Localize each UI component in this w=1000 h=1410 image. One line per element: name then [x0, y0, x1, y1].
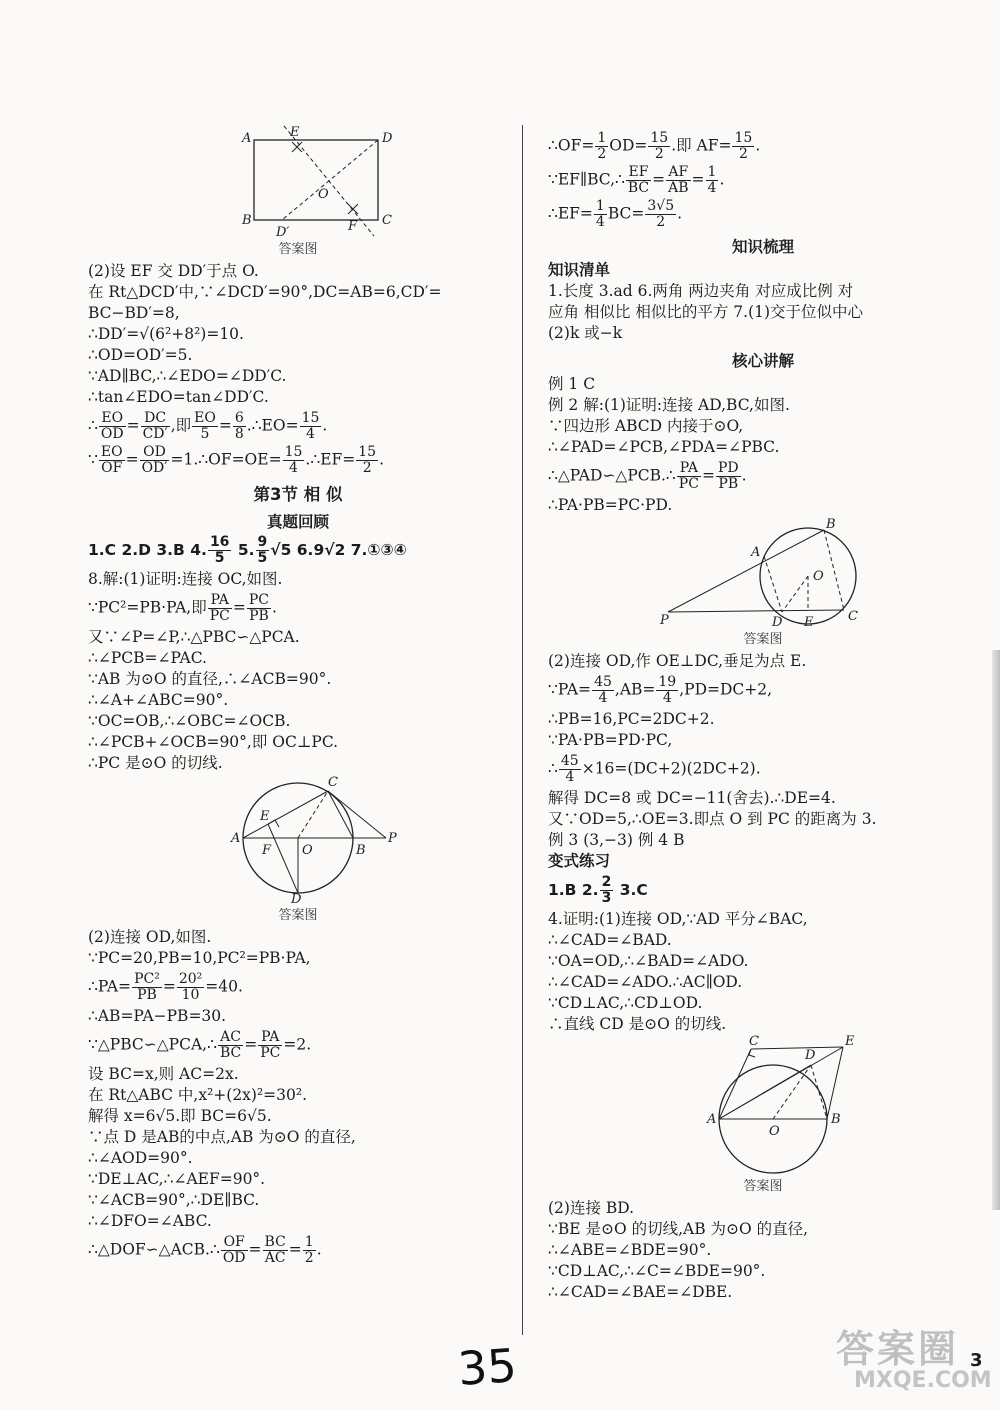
- label-a: A: [751, 545, 761, 560]
- formula-line: ∴ $\frac{EO}{OD}$ = $\frac{DC}{CD'}$ ,即 $\frac{EO}{5}$ = $\frac{6}{8}$ .∴EO= $\frac{15}{4}$ .: [88, 410, 328, 442]
- text-line: ∴∠DFO=∠ABC.: [88, 1212, 212, 1230]
- formula-line: ∵EF∥BC,∴ $\frac{EF}{BC}$ = $\frac{AF}{AB}$ = $\frac{1}{4}$ .: [548, 164, 725, 196]
- subsection-title: 知识梳理: [731, 238, 794, 256]
- text-line: ∴∠AOD=90°.: [88, 1149, 193, 1167]
- formula-line: ∵△PBC∽△PCA,∴ $\frac{AC}{BC}$ = $\frac{PA}{PC}$ =2.: [88, 1029, 312, 1061]
- formula-line: ∵PC²=PB·PA,即 $\frac{PA}{PC}$ = $\frac{PC}{PB}$ .: [88, 592, 277, 624]
- text-line: (2)连接 BD.: [548, 1199, 635, 1217]
- subheading: 变式练习: [548, 852, 611, 870]
- label-c: C: [382, 213, 392, 228]
- formula-line: ∴ $\frac{45}{4}$ ×16=(DC+2)(2DC+2).: [548, 753, 761, 785]
- subheading: 知识清单: [548, 261, 611, 279]
- label-c: C: [749, 1035, 759, 1049]
- text-line: 设 BC=x,则 AC=2x.: [88, 1065, 239, 1083]
- formula-line: ∵ $\frac{EO}{OF}$ = $\frac{OD}{OD'}$ =1.∴OF=OE= $\frac{15}{4}$ .∴EF= $\frac{15}{2}$ .: [88, 444, 385, 476]
- text-line: ∴PB=16,PC=2DC+2.: [548, 710, 715, 728]
- right-column: [548, 128, 978, 1303]
- formula-line: ∴△DOF∽△ACB.∴ $\frac{OF}{OD}$ = $\frac{BC}{AC}$ = $\frac{1}{2}$ .: [88, 1234, 322, 1266]
- formula-line: ∵PA= $\frac{45}{4}$ ,AB= $\frac{19}{4}$ ,PD=DC+2,: [548, 674, 773, 706]
- label-c: C: [848, 609, 858, 624]
- text-line: ∴∠ABE=∠BDE=90°.: [548, 1241, 712, 1259]
- label-a: A: [707, 1112, 717, 1127]
- text-line: ∵AB 为⊙O 的直径,∴∠ACB=90°.: [88, 670, 332, 688]
- text-line: ∵点 D 是AB的中点,AB 为⊙O 的直径,: [88, 1128, 356, 1146]
- page-edge-shadow: [992, 650, 1000, 1210]
- text-line: ∵PC=20,PB=10,PC²=PB·PA,: [88, 949, 311, 967]
- text-line: ∵OA=OD,∴∠BAD=∠ADO.: [548, 952, 749, 970]
- label-d: D: [805, 1048, 816, 1063]
- figure-caption: 答案图: [743, 1179, 783, 1194]
- label-b: B: [242, 213, 252, 228]
- text-line: ∵PA·PB=PD·PC,: [548, 731, 673, 749]
- label-o: O: [813, 569, 824, 584]
- text-line: ∴∠PAD=∠PCB,∠PDA=∠PBC.: [548, 438, 780, 456]
- label-d: D: [291, 892, 302, 904]
- label-d: D: [772, 615, 783, 628]
- text-line: ∵CD⊥AC,∴CD⊥OD.: [548, 994, 703, 1012]
- subsection-title: 真题回顾: [266, 513, 329, 531]
- text-line: ∴AB=PA−PB=30.: [88, 1007, 227, 1025]
- text-line: ∴∠CAD=∠BAD.: [548, 931, 672, 949]
- text-line: 解得 x=6√5.即 BC=6√5.: [88, 1107, 272, 1125]
- column-divider: [522, 125, 523, 1335]
- subsection-title: 核心讲解: [731, 352, 794, 370]
- section-title: 第3节 相 似: [253, 485, 343, 504]
- text-line: ∴PA·PB=PC·PD.: [548, 496, 673, 514]
- answers-line: 1.B 2. $\frac{2}{3}$ 3.C: [548, 874, 648, 906]
- text-line: ∴∠CAD=∠ADO.∴AC∥OD.: [548, 973, 743, 991]
- text-line: 应角 相似比 相似比的平方 7.(1)交于位似中心: [548, 303, 864, 321]
- watermark-logo: [828, 1318, 996, 1406]
- circle-figure-3: [663, 1035, 863, 1175]
- text-line: 例 2 解:(1)证明:连接 AD,BC,如图.: [548, 396, 790, 414]
- text-line: 在 Rt△ABC 中,x²+(2x)²=30².: [88, 1086, 308, 1104]
- text-line: (2)连接 OD,如图.: [88, 928, 212, 946]
- text-line: ∴PC 是⊙O 的切线.: [88, 754, 223, 772]
- formula-line: ∴EF= $\frac{1}{4}$ BC= $\frac{3√5}{2}$ .: [548, 198, 683, 230]
- circle-figure-1: [198, 774, 398, 904]
- text-line: ∴tan∠EDO=tan∠DD′C.: [88, 388, 269, 406]
- text-line: ∴直线 CD 是⊙O 的切线.: [548, 1015, 727, 1033]
- text-line: ∴∠PCB=∠PAC.: [88, 649, 207, 667]
- label-a: A: [231, 831, 241, 846]
- figure-caption: 答案图: [278, 908, 318, 923]
- figure-caption: 答案图: [743, 632, 783, 647]
- label-b: B: [831, 1112, 841, 1127]
- edge-page-mark: 3: [970, 1350, 983, 1371]
- text-line: ∵BE 是⊙O 的切线,AB 为⊙O 的直径,: [548, 1220, 809, 1238]
- text-line: ∴OD=OD′=5.: [88, 346, 193, 364]
- label-f: F: [348, 219, 358, 234]
- text-line: ∵AD∥BC,∴∠EDO=∠DD′C.: [88, 367, 287, 385]
- text-line: ∵四边形 ABCD 内接于⊙O,: [548, 417, 744, 435]
- label-d: D: [382, 131, 393, 146]
- rectangle-figure: [198, 120, 398, 238]
- text-line: 1.长度 3.ad 6.两角 两边夹角 对应成比例 对: [548, 282, 854, 300]
- label-e: E: [804, 615, 814, 628]
- circle-figure-2: [648, 516, 878, 628]
- text-line: ∴∠PCB+∠OCB=90°,即 OC⊥PC.: [88, 733, 339, 751]
- text-line: (2)连接 OD,作 OE⊥DC,垂足为点 E.: [548, 652, 807, 670]
- text-line: 解得 DC=8 或 DC=−11(舍去).∴DE=4.: [548, 789, 836, 807]
- label-d-prime: D′: [276, 225, 290, 238]
- label-c: C: [328, 775, 338, 790]
- formula-line: ∴△PAD∽△PCB.∴ $\frac{PA}{PC}$ = $\frac{PD}{PB}$ .: [548, 460, 747, 492]
- label-b: B: [826, 517, 836, 532]
- watermark-url: MXQE.COM: [854, 1368, 992, 1393]
- label-o: O: [769, 1124, 780, 1139]
- figure-caption: 答案图: [278, 242, 318, 257]
- label-a: A: [242, 131, 252, 146]
- label-e: E: [290, 125, 300, 140]
- left-column: [88, 120, 508, 1269]
- text-line: BC−BD′=8,: [88, 304, 180, 322]
- text-line: (2)k 或−k: [548, 324, 623, 342]
- page-number: 35: [456, 1338, 519, 1396]
- text-line: 例 1 C: [548, 375, 596, 393]
- text-line: ∵CD⊥AC,∴∠C=∠BDE=90°.: [548, 1262, 766, 1280]
- formula-line: ∴PA= $\frac{\text{PC²}}{PB}$ = $\frac{\text{20²}}{10}$ =40.: [88, 971, 243, 1003]
- label-o: O: [318, 187, 329, 202]
- text-line: ∵∠ACB=90°,∴DE∥BC.: [88, 1191, 260, 1209]
- text-line: 8.解:(1)证明:连接 OC,如图.: [88, 570, 283, 588]
- text-line: ∴∠A+∠ABC=90°.: [88, 691, 229, 709]
- text-line: ∴DD′=√(6²+8²)=10.: [88, 325, 244, 343]
- text-line: 例 3 (3,−3) 例 4 B: [548, 831, 685, 849]
- label-b: B: [356, 843, 366, 858]
- text-line: (2)设 EF 交 DD′于点 O.: [88, 262, 259, 280]
- text-line: ∵DE⊥AC,∴∠AEF=90°.: [88, 1170, 266, 1188]
- label-f: F: [262, 843, 272, 858]
- label-p: P: [388, 831, 397, 846]
- label-e: E: [260, 809, 270, 824]
- label-p: P: [660, 613, 669, 628]
- watermark-text: 答案圈: [836, 1327, 960, 1371]
- text-line: 又∵OD=5,∴OE=3.即点 O 到 PC 的距离为 3.: [548, 810, 877, 828]
- label-e: E: [845, 1035, 855, 1049]
- text-line: 4.证明:(1)连接 OD,∵AD 平分∠BAC,: [548, 910, 808, 928]
- text-line: ∴∠CAD=∠BAE=∠DBE.: [548, 1283, 733, 1301]
- label-o: O: [302, 843, 313, 858]
- formula-line: ∴OF= $\frac{1}{2}$ OD= $\frac{15}{2}$ .即 AF= $\frac{15}{2}$ .: [548, 130, 761, 162]
- text-line: 在 Rt△DCD′中,∵∠DCD′=90°,DC=AB=6,CD′=: [88, 283, 442, 301]
- text-line: ∵OC=OB,∴∠OBC=∠OCB.: [88, 712, 291, 730]
- text-line: 又∵∠P=∠P,∴△PBC∽△PCA.: [88, 628, 300, 646]
- answers-line: 1.C 2.D 3.B 4. $\frac{16}{5}$ 5. $\frac{9}{5}$ √5 6.9√2 7.①③④: [88, 534, 407, 566]
